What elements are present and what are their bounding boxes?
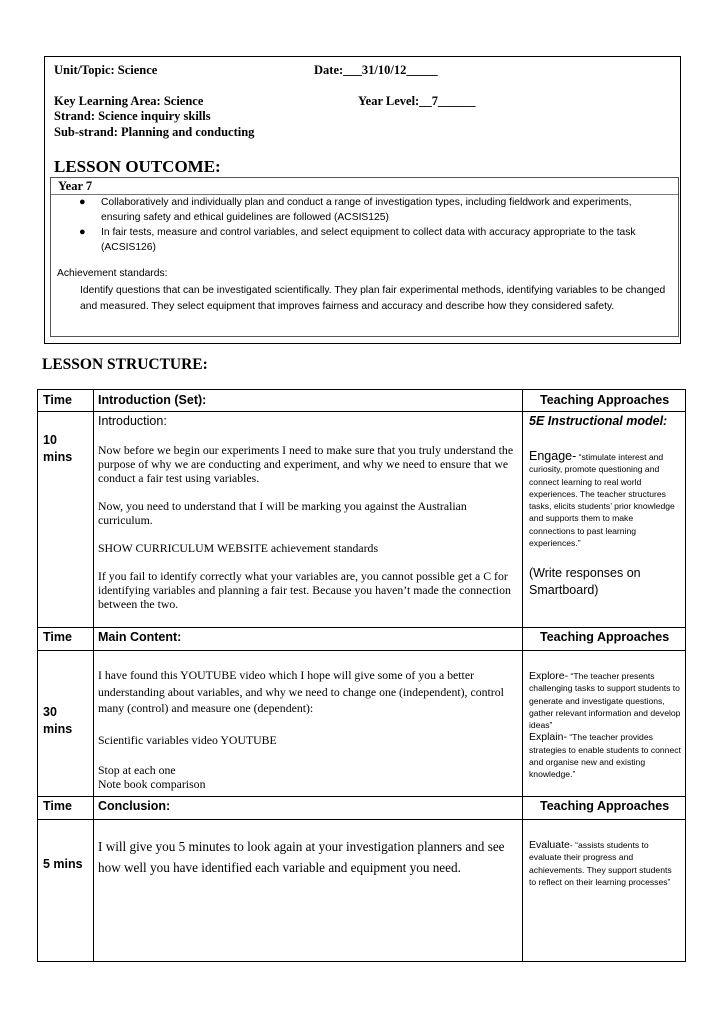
lesson-structure-table <box>37 389 686 962</box>
main-paragraph: I have found this YOUTUBE video which I hope will give some of you a better understanding about variables, and why we need to change one (independent), control many (control) and measure one (dependent): <box>98 668 504 715</box>
sub-strand: Sub-strand: Planning and conducting <box>54 125 255 139</box>
explain-word: Explain- <box>529 731 567 744</box>
main-video: Scientific variables video YOUTUBE <box>98 732 277 747</box>
key-learning-area: Key Learning Area: Science <box>54 94 204 108</box>
evaluate-quote: - “assists students to evaluate their progress and achievements. They support students to reflect on their learning processes” <box>529 840 672 887</box>
evaluate-word: Evaluate <box>529 839 570 851</box>
time-header: Time <box>43 799 72 813</box>
main-approach <box>529 670 681 781</box>
intro-time: 10 mins <box>43 433 73 464</box>
explore-quote: “The teacher presents challenging tasks to support students to generate and investigate questions, gather relevant information and develop ideas” <box>529 671 681 731</box>
engage-quote: “stimulate interest and curiosity, promote questioning and connect learning to real world experiences. The teacher structures tasks, elicits students’ prior knowledge and supports them to make connections to past learning experiences.” <box>529 452 675 549</box>
intro-paragraph: Now before we begin our experiments I need to make sure that you truly understand the purpose of why we are conducting and experiment, and why we need to ensure that we conduct a fair test using variables. <box>98 443 514 485</box>
explain-quote: “The teacher provides strategies to enable students to connect and organise new and existing knowledge.” <box>529 732 681 780</box>
lesson-outcome-title: LESSON OUTCOME: <box>54 157 221 176</box>
outcome-bullet-text: Collaboratively and individually plan and conduct a range of investigation types, including fieldwork and experiments, ensuring safety and ethical guidelines are followed (ACSIS125) <box>101 197 632 223</box>
main-time: 30 mins <box>43 705 73 736</box>
conclusion-header: Conclusion: <box>98 799 171 813</box>
main-header: Main Content: <box>98 630 182 644</box>
row-divider <box>38 796 685 797</box>
column-divider <box>522 390 523 961</box>
main-stop: Stop at each one <box>98 762 176 777</box>
engage-block <box>529 450 679 549</box>
time-header: Time <box>43 393 72 407</box>
intro-subheading: Introduction: <box>98 414 167 428</box>
approach-header: Teaching Approaches <box>540 393 670 407</box>
explore-word: Explore- <box>529 670 569 682</box>
model-title: 5E Instructional model: <box>529 414 668 428</box>
write-responses: (Write responses on Smartboard) <box>529 566 641 598</box>
main-content <box>98 667 518 791</box>
time-header: Time <box>43 630 72 644</box>
conclusion-time: 5 mins <box>43 857 83 871</box>
intro-paragraph: SHOW CURRICULUM WEBSITE achievement standards <box>98 541 379 555</box>
unit-topic: Unit/Topic: Science <box>54 63 158 77</box>
intro-paragraph: Now, you need to understand that I will be marking you against the Australian curriculum. <box>98 499 467 527</box>
outcome-year: Year 7 <box>58 179 93 193</box>
bullet-icon: ● <box>79 196 86 208</box>
approach-header: Teaching Approaches <box>540 799 670 813</box>
row-divider <box>38 819 685 820</box>
lesson-date: Date:___31/10/12_____ <box>314 63 438 77</box>
outcome-bullet <box>79 225 666 255</box>
lesson-header-box <box>44 56 681 344</box>
approach-header: Teaching Approaches <box>540 630 670 644</box>
intro-content <box>98 414 514 625</box>
strand: Strand: Science inquiry skills <box>54 109 211 123</box>
bullet-icon: ● <box>79 226 86 238</box>
conclusion-approach <box>529 839 681 888</box>
outcome-bullet <box>79 195 666 225</box>
explore-block <box>529 670 681 731</box>
column-divider <box>93 390 94 961</box>
row-divider <box>38 650 685 651</box>
lesson-structure-title: LESSON STRUCTURE: <box>42 356 208 373</box>
conclusion-paragraph: I will give you 5 minutes to look again at your investigation planners and see how well you have identified each variable and equipment you need. <box>98 839 505 875</box>
row-divider <box>38 411 685 412</box>
explain-block <box>529 731 681 780</box>
intro-paragraph: If you fail to identify correctly what your variables are, you cannot possible get a C for identifying variables and planning a fair test. Because you haven’t made the connection between the two. <box>98 569 511 611</box>
intro-paragraphs <box>98 443 514 611</box>
outcome-bullet-text: In fair tests, measure and control variables, and select equipment to collect data with accuracy appropriate to the task (ACSIS126) <box>101 227 636 253</box>
row-divider <box>38 627 685 628</box>
main-notebook: Note book comparison <box>98 776 206 791</box>
year-level: Year Level:__7______ <box>358 94 476 108</box>
engage-word: Engage- <box>529 449 577 463</box>
achievement-text: Identify questions that can be investigated scientifically. They plan fair experimental methods, identifying variables to be changed and measured. They select equipment that improves fairness and accuracy and describe how they considered safety. <box>80 285 666 312</box>
achievement-label: Achievement standards: <box>57 268 168 279</box>
intro-header: Introduction (Set): <box>98 393 207 407</box>
intro-approach <box>529 414 679 599</box>
outcome-box <box>50 177 679 337</box>
